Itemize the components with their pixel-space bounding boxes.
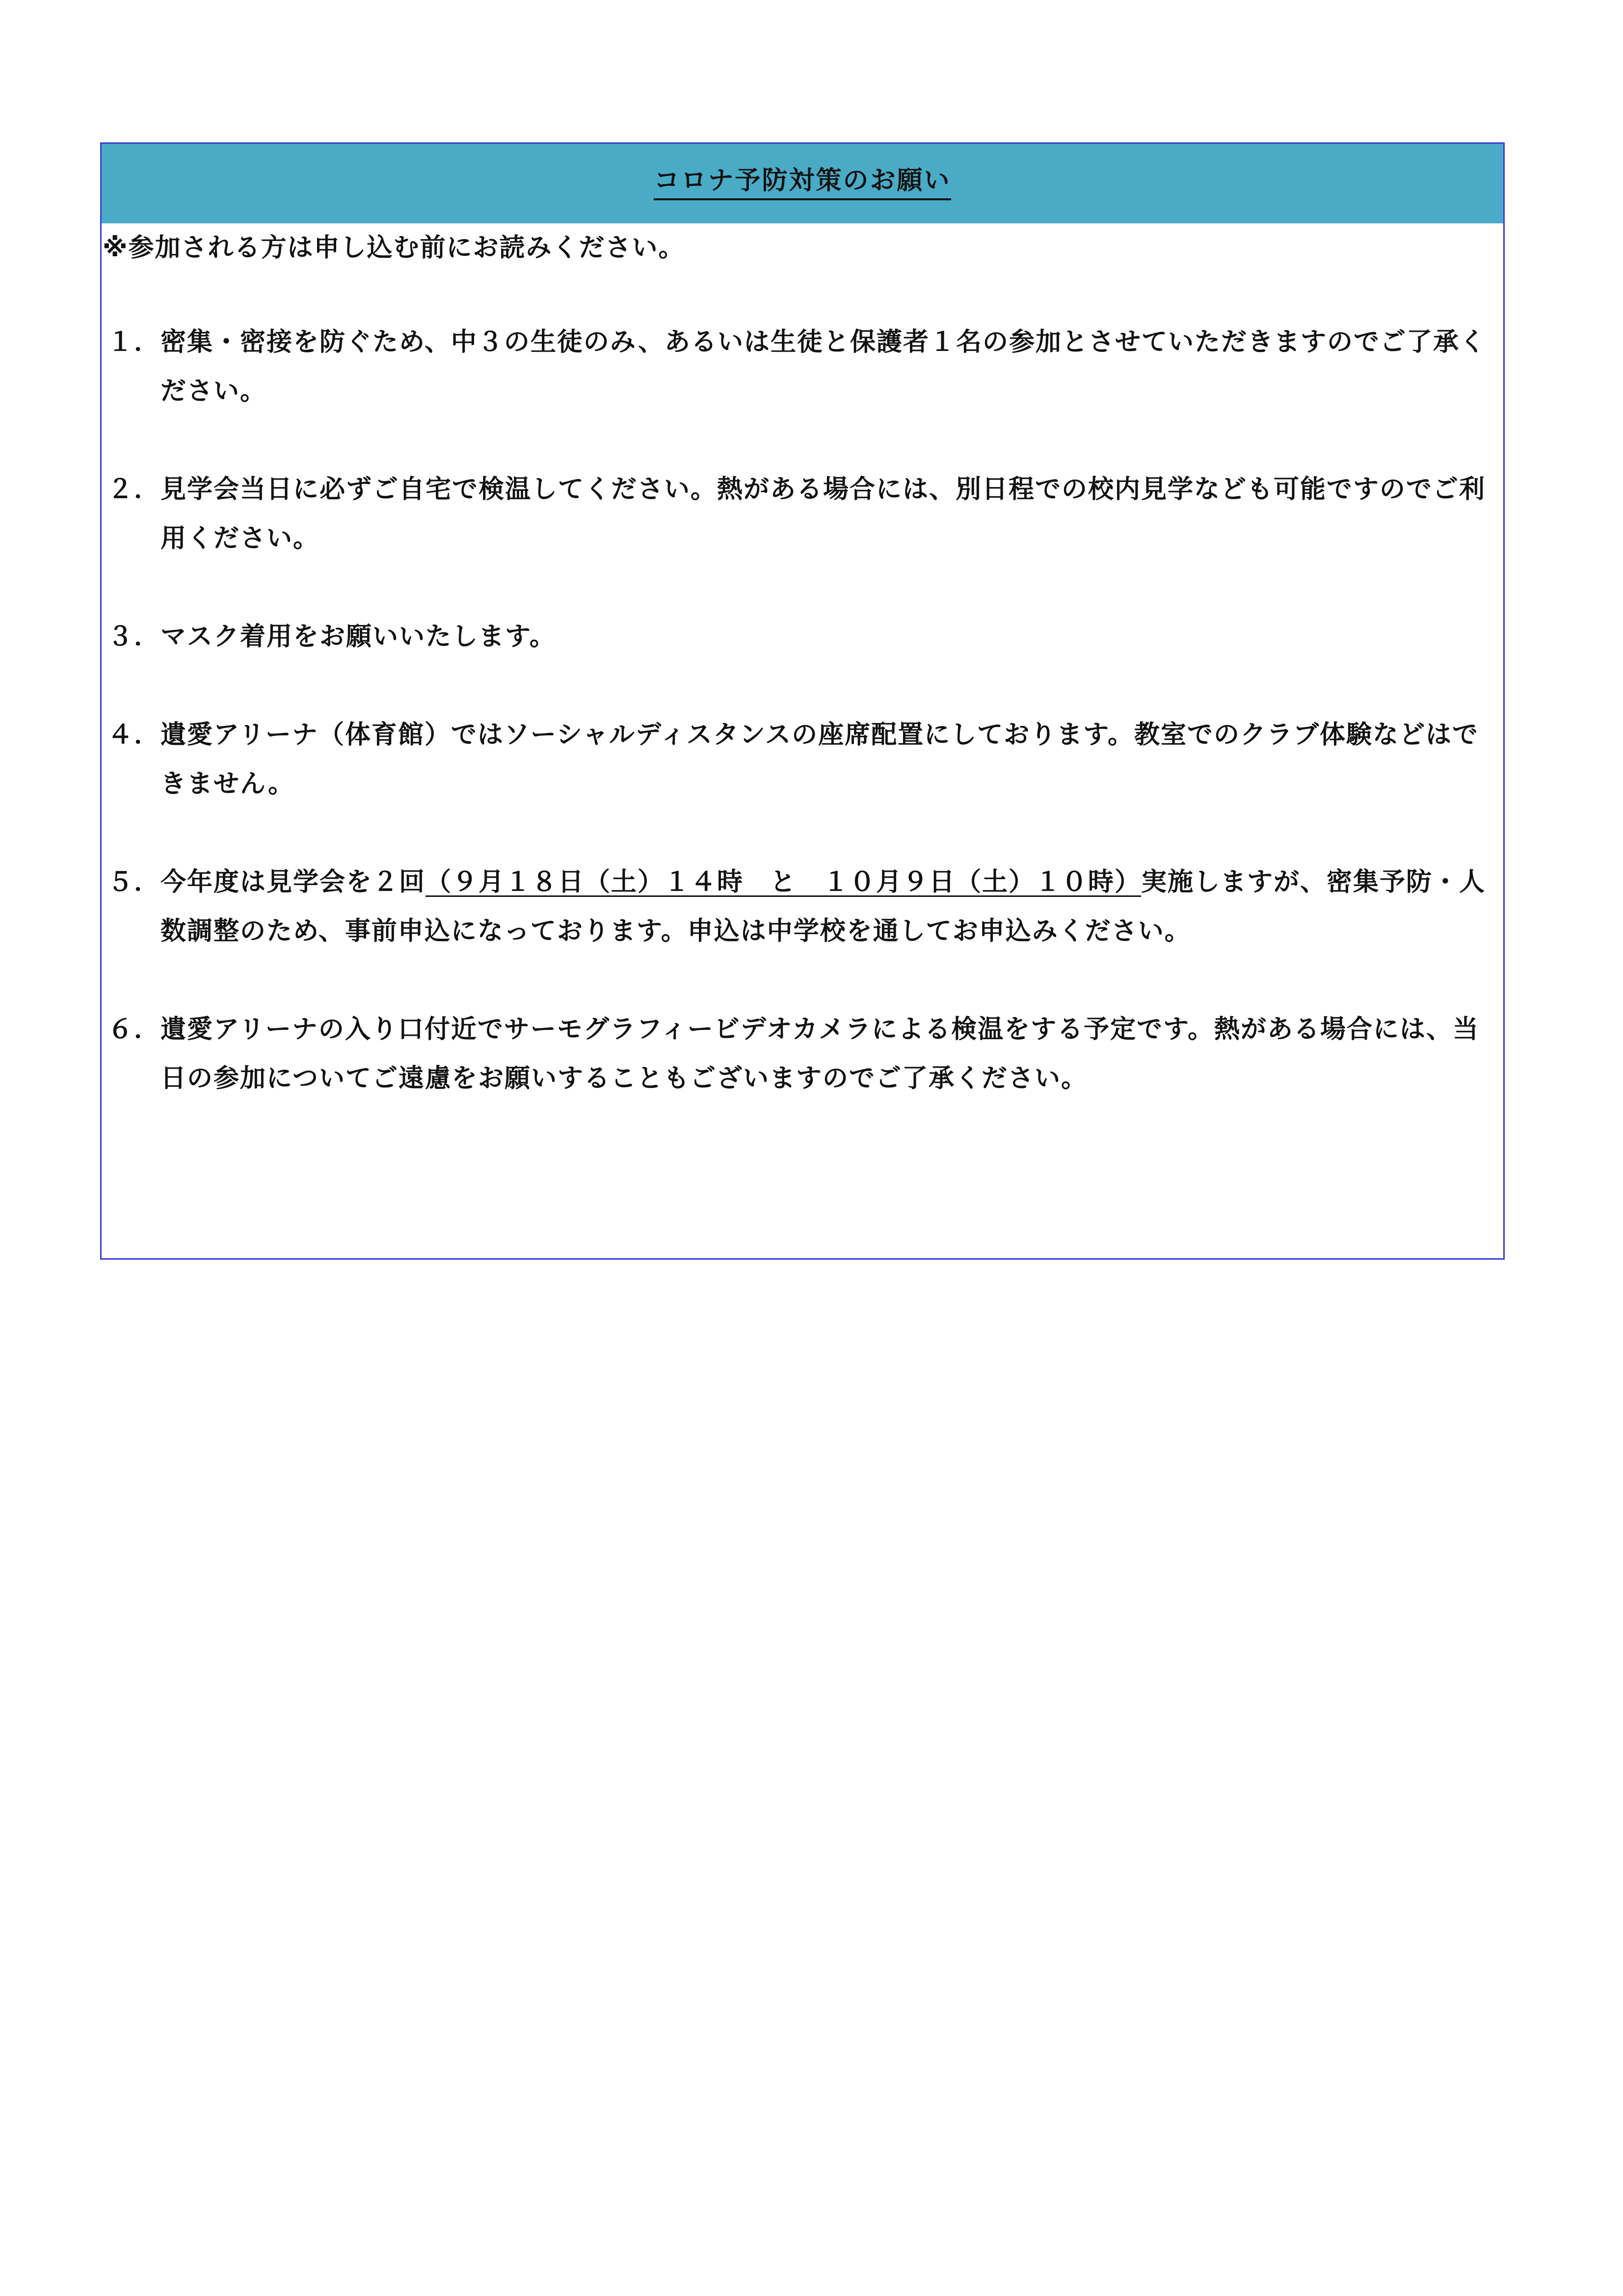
notice-header	[102, 144, 1503, 223]
item-text	[160, 858, 1503, 956]
item-text: 遺愛アリーナの入り口付近でサーモグラフィービデオカメラによる検温をする予定です。熱がある場合には、当日の参加についてご遠慮をお願いすることもございますのでご了承ください。	[160, 1015, 1480, 1093]
notice-item-5	[102, 858, 1503, 956]
notice-item-1	[102, 318, 1503, 416]
notice-list	[102, 318, 1503, 1103]
item-text: マスク着用をお願いいたします。	[160, 622, 556, 651]
item-number: ６．	[107, 1015, 161, 1044]
item-text: 見学会当日に必ずご自宅で検温してください。熱がある場合には、別日程での校内見学なども可能ですのでご利用ください。	[160, 475, 1486, 553]
item-text-before: 今年度は見学会を２回	[160, 867, 426, 897]
item-text-after: 実施しますが、密集予防・人数調整のため、事前申込になっております。申込は中学校を通してお申込みください。	[160, 867, 1486, 946]
notice-item-6	[102, 1005, 1503, 1103]
schedule-dates: （９月１８日（土）１４時 と １０月９日（土）１０時）	[426, 867, 1142, 897]
item-text: 密集・密接を防ぐため、中３の生徒のみ、あるいは生徒と保護者１名の参加とさせていただきますのでご了承ください。	[160, 327, 1487, 406]
notice-box	[100, 142, 1505, 1260]
notice-item-4	[102, 710, 1503, 809]
notice-title: コロナ予防対策のお願い	[654, 167, 951, 200]
notice-intro: ※参加される方は申し込む前にお読みください。	[103, 233, 685, 263]
item-number: ４．	[107, 720, 161, 750]
item-number: ３．	[107, 622, 161, 651]
item-number: ２．	[107, 475, 161, 504]
notice-item-3	[102, 612, 1503, 661]
notice-item-2	[102, 465, 1503, 563]
item-number: １．	[107, 327, 161, 357]
item-number: ５．	[107, 867, 161, 897]
item-text: 遺愛アリーナ（体育館）ではソーシャルディスタンスの座席配置にしております。教室でのクラブ体験などはできません。	[160, 720, 1479, 799]
